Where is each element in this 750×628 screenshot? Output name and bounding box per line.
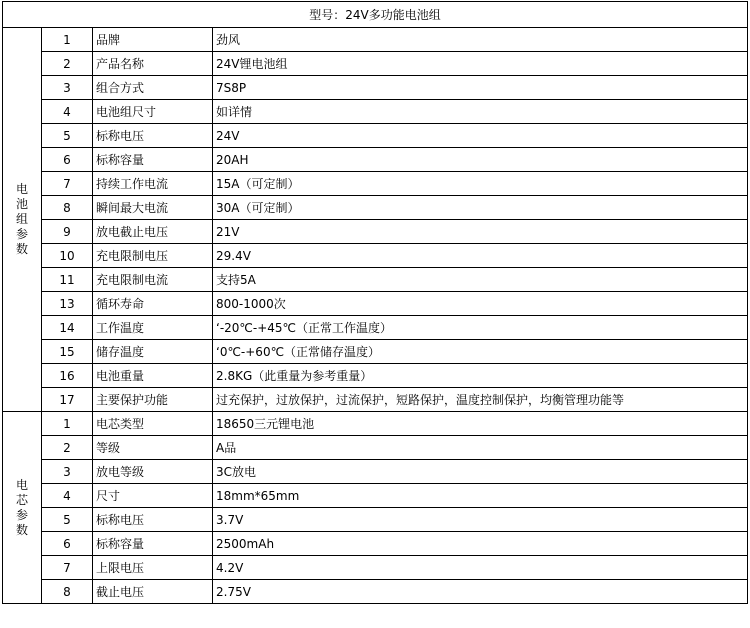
- param-name: 标称容量: [93, 532, 213, 556]
- table-row: [3, 364, 748, 388]
- param-value: 18mm*65mm: [213, 484, 748, 508]
- param-value: 支持5A: [213, 268, 748, 292]
- row-number: 5: [42, 124, 93, 148]
- row-number: 6: [42, 532, 93, 556]
- param-name: 截止电压: [93, 580, 213, 604]
- param-value: 2.75V: [213, 580, 748, 604]
- param-value: 如详情: [213, 100, 748, 124]
- param-name: 主要保护功能: [93, 388, 213, 412]
- row-number: 6: [42, 148, 93, 172]
- row-number: 2: [42, 436, 93, 460]
- table-row: [3, 412, 748, 436]
- table-row: [3, 220, 748, 244]
- table-row: [3, 556, 748, 580]
- param-name: 工作温度: [93, 316, 213, 340]
- param-value: 20AH: [213, 148, 748, 172]
- param-value: 800-1000次: [213, 292, 748, 316]
- table-row: [3, 532, 748, 556]
- param-value: 18650三元锂电池: [213, 412, 748, 436]
- param-value: 过充保护，过放保护，过流保护，短路保护，温度控制保护，均衡管理功能等: [213, 388, 748, 412]
- row-number: 10: [42, 244, 93, 268]
- row-number: 16: [42, 364, 93, 388]
- param-name: 品牌: [93, 28, 213, 52]
- row-number: 15: [42, 340, 93, 364]
- table-row: [3, 124, 748, 148]
- param-value: 24V锂电池组: [213, 52, 748, 76]
- spec-table: [2, 1, 748, 604]
- row-number: 1: [42, 28, 93, 52]
- param-value: 7S8P: [213, 76, 748, 100]
- title-row: [3, 2, 748, 28]
- row-number: 2: [42, 52, 93, 76]
- row-number: 7: [42, 556, 93, 580]
- param-value: 劲风: [213, 28, 748, 52]
- param-name: 产品名称: [93, 52, 213, 76]
- param-value: ‘-20℃-+45℃（正常工作温度）: [213, 316, 748, 340]
- param-value: 15A（可定制）: [213, 172, 748, 196]
- table-row: [3, 172, 748, 196]
- param-name: 电池重量: [93, 364, 213, 388]
- table-row: [3, 484, 748, 508]
- param-name: 放电等级: [93, 460, 213, 484]
- row-number: 1: [42, 412, 93, 436]
- row-number: 4: [42, 484, 93, 508]
- param-name: 电芯类型: [93, 412, 213, 436]
- table-row: [3, 340, 748, 364]
- param-value: ‘0℃-+60℃（正常储存温度）: [213, 340, 748, 364]
- table-row: [3, 28, 748, 52]
- table-row: [3, 148, 748, 172]
- param-value: 29.4V: [213, 244, 748, 268]
- param-name: 储存温度: [93, 340, 213, 364]
- row-number: 5: [42, 508, 93, 532]
- table-row: [3, 388, 748, 412]
- param-name: 充电限制电压: [93, 244, 213, 268]
- row-number: 3: [42, 460, 93, 484]
- param-name: 放电截止电压: [93, 220, 213, 244]
- param-value: 4.2V: [213, 556, 748, 580]
- row-number: 14: [42, 316, 93, 340]
- row-number: 3: [42, 76, 93, 100]
- row-number: 9: [42, 220, 93, 244]
- param-value: 2500mAh: [213, 532, 748, 556]
- param-name: 组合方式: [93, 76, 213, 100]
- param-name: 标称电压: [93, 124, 213, 148]
- row-number: 8: [42, 196, 93, 220]
- table-row: [3, 292, 748, 316]
- param-value: 21V: [213, 220, 748, 244]
- table-row: [3, 508, 748, 532]
- param-value: 24V: [213, 124, 748, 148]
- group-label-battery-pack: 电 池 组 参 数: [3, 28, 42, 412]
- table-title: 型号：24V多功能电池组: [3, 2, 748, 28]
- table-row: [3, 244, 748, 268]
- param-value: A品: [213, 436, 748, 460]
- table-row: [3, 100, 748, 124]
- table-row: [3, 436, 748, 460]
- param-name: 标称电压: [93, 508, 213, 532]
- row-number: 4: [42, 100, 93, 124]
- param-name: 充电限制电流: [93, 268, 213, 292]
- row-number: 11: [42, 268, 93, 292]
- table-row: [3, 268, 748, 292]
- table-row: [3, 460, 748, 484]
- row-number: 7: [42, 172, 93, 196]
- param-value: 3.7V: [213, 508, 748, 532]
- param-name: 循环寿命: [93, 292, 213, 316]
- param-value: 2.8KG（此重量为参考重量）: [213, 364, 748, 388]
- row-number: 8: [42, 580, 93, 604]
- row-number: 17: [42, 388, 93, 412]
- table-row: [3, 52, 748, 76]
- param-name: 持续工作电流: [93, 172, 213, 196]
- param-name: 电池组尺寸: [93, 100, 213, 124]
- row-number: 13: [42, 292, 93, 316]
- param-value: 3C放电: [213, 460, 748, 484]
- table-row: [3, 196, 748, 220]
- table-row: [3, 76, 748, 100]
- param-name: 瞬间最大电流: [93, 196, 213, 220]
- param-name: 上限电压: [93, 556, 213, 580]
- param-name: 等级: [93, 436, 213, 460]
- param-name: 标称容量: [93, 148, 213, 172]
- table-row: [3, 316, 748, 340]
- param-name: 尺寸: [93, 484, 213, 508]
- group-label-cell: 电 芯 参 数: [3, 412, 42, 604]
- param-value: 30A（可定制）: [213, 196, 748, 220]
- table-row: [3, 580, 748, 604]
